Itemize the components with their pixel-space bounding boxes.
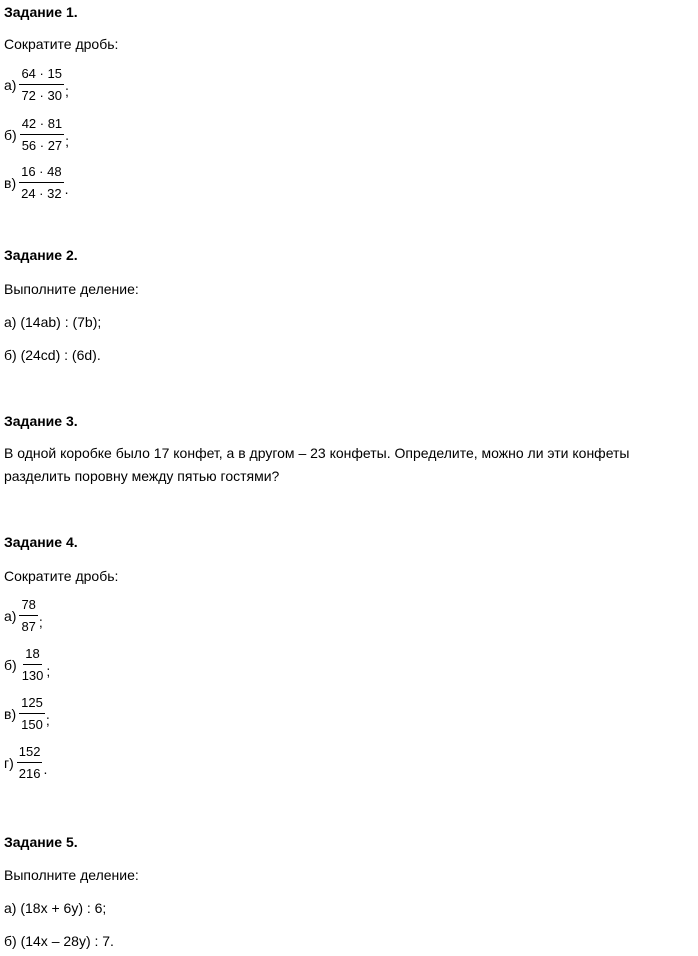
item-label: в) xyxy=(4,705,17,722)
denominator: 24 · 32 xyxy=(21,186,62,201)
task-4-item-a xyxy=(4,597,43,634)
task-2-line-b: б) (24cd) : (6d). xyxy=(4,347,101,363)
task-1-item-a xyxy=(4,66,69,103)
numerator: 42 · 81 xyxy=(20,116,64,135)
item-label: а) xyxy=(4,607,17,624)
item-punctuation: ; xyxy=(64,82,69,99)
task-1-title: Задание 1. xyxy=(4,4,78,20)
denominator: 87 xyxy=(21,619,36,634)
task-5-line-b: б) (14x – 28y) : 7. xyxy=(4,933,114,949)
fraction xyxy=(19,164,63,201)
task-4-item-c xyxy=(4,695,50,732)
task-1-item-b xyxy=(4,116,69,153)
task-2-instruction: Выполните деление: xyxy=(4,281,139,297)
item-punctuation: ; xyxy=(65,132,70,149)
item-punctuation: ; xyxy=(46,662,51,679)
fraction xyxy=(19,695,45,732)
item-punctuation: . xyxy=(43,760,48,777)
denominator: 72 · 30 xyxy=(21,88,62,103)
numerator: 64 · 15 xyxy=(19,66,63,85)
task-1-instruction: Сократите дробь: xyxy=(4,36,119,52)
fraction xyxy=(19,597,37,634)
numerator: 18 xyxy=(23,646,41,665)
denominator: 130 xyxy=(21,668,44,683)
task-5-instruction: Выполните деление: xyxy=(4,867,139,883)
fraction xyxy=(20,116,64,153)
item-label: б) xyxy=(4,656,17,673)
numerator: 78 xyxy=(19,597,37,616)
task-5-line-a: а) (18x + 6y) : 6; xyxy=(4,900,107,916)
denominator: 216 xyxy=(18,766,41,781)
task-5-title: Задание 5. xyxy=(4,834,78,850)
numerator: 125 xyxy=(19,695,45,714)
item-label: г) xyxy=(4,754,14,771)
item-label: в) xyxy=(4,174,17,191)
task-3-title: Задание 3. xyxy=(4,413,78,429)
item-label: б) xyxy=(4,126,17,143)
task-3-text: В одной коробке было 17 конфет, а в другом – 23 конфеты. Определите, можно ли эти конфеты разделить поровну между пятью гостями? xyxy=(4,445,630,484)
fraction xyxy=(19,66,63,103)
task-4-title: Задание 4. xyxy=(4,534,78,550)
task-4-instruction: Сократите дробь: xyxy=(4,568,119,584)
item-punctuation: ; xyxy=(45,711,50,728)
task-4-item-b xyxy=(4,646,50,683)
fraction xyxy=(20,646,46,683)
fraction xyxy=(17,744,43,781)
item-label: а) xyxy=(4,76,17,93)
task-1-item-c xyxy=(4,164,68,201)
numerator: 152 xyxy=(17,744,43,763)
task-4-item-d xyxy=(4,744,47,781)
item-punctuation: . xyxy=(64,180,69,197)
task-2-title: Задание 2. xyxy=(4,247,78,263)
numerator: 16 · 48 xyxy=(19,164,63,183)
item-punctuation: ; xyxy=(38,613,43,630)
denominator: 56 · 27 xyxy=(21,138,63,153)
denominator: 150 xyxy=(21,717,43,732)
task-2-line-a: а) (14ab) : (7b); xyxy=(4,314,102,330)
